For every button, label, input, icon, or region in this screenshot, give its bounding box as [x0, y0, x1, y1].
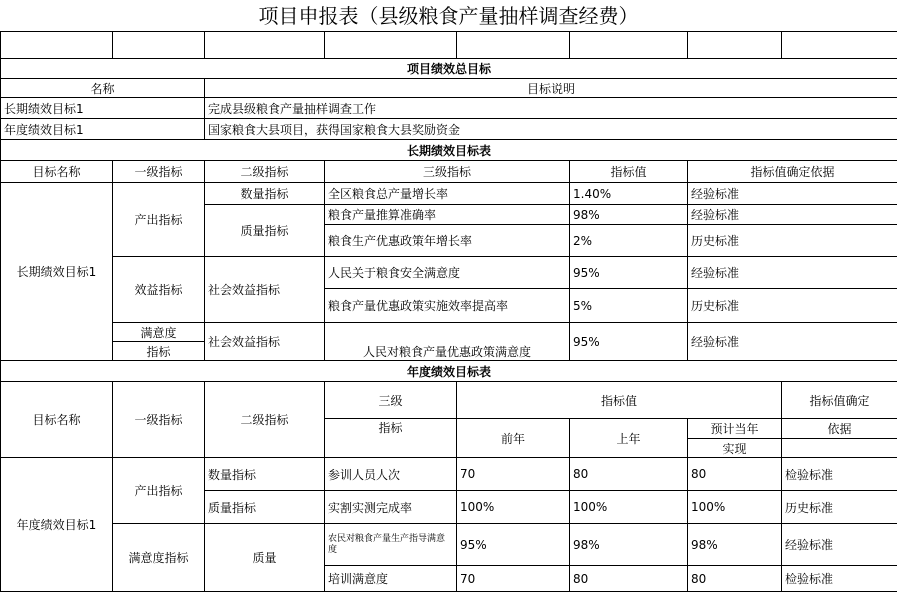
value-prev2[interactable]: 95%: [457, 524, 570, 566]
empty-cell[interactable]: [688, 32, 782, 59]
indicator-basis[interactable]: 经验标准: [782, 524, 897, 566]
indicator-basis[interactable]: 历史标准: [688, 289, 897, 323]
level2-indicator[interactable]: 质量指标: [205, 205, 325, 257]
page-title: 项目申报表（县级粮食产量抽样调查经费）: [0, 0, 897, 32]
col-header-name: 名称: [1, 79, 205, 98]
level1-indicator[interactable]: 指标: [113, 342, 205, 361]
section-header-annual: 年度绩效目标表: [1, 361, 897, 382]
goal-desc[interactable]: 国家粮食大县项目，获得国家粮食大县奖励资金: [205, 119, 897, 140]
empty-cell[interactable]: [782, 32, 897, 59]
table-row: [1, 323, 897, 342]
level1-indicator[interactable]: 效益指标: [113, 257, 205, 323]
empty-cell[interactable]: [570, 32, 688, 59]
level2-indicator[interactable]: 社会效益指标: [205, 257, 325, 323]
level3-indicator[interactable]: 粮食产量优惠政策实施效率提高率: [325, 289, 570, 323]
col-header: 一级指标: [113, 161, 205, 183]
indicator-basis[interactable]: 经验标准: [688, 205, 897, 225]
empty-cell[interactable]: [325, 32, 457, 59]
table-row: [1, 257, 897, 289]
empty-cell[interactable]: [457, 32, 570, 59]
col-header: 预计当年: [688, 419, 782, 439]
goal-name[interactable]: 长期绩效目标1: [1, 98, 205, 119]
indicator-basis[interactable]: 检验标准: [782, 566, 897, 592]
indicator-basis[interactable]: 检验标准: [782, 458, 897, 491]
indicator-value[interactable]: 2%: [570, 225, 688, 257]
value-prev2[interactable]: 70: [457, 458, 570, 491]
level1-indicator[interactable]: 满意度: [113, 323, 205, 342]
table-row: [1, 183, 897, 205]
col-header: 前年: [457, 419, 570, 458]
indicator-basis[interactable]: 历史标准: [688, 225, 897, 257]
col-header: 二级指标: [205, 161, 325, 183]
col-header: 二级指标: [205, 382, 325, 458]
level3-indicator[interactable]: 人民关于粮食安全满意度: [325, 257, 570, 289]
indicator-basis[interactable]: 经验标准: [688, 257, 897, 289]
table-row: [1, 119, 897, 140]
value-current[interactable]: 80: [688, 566, 782, 592]
table-row: [1, 524, 897, 566]
empty-cell[interactable]: [1, 32, 113, 59]
col-header: 依据: [782, 419, 897, 439]
col-header: 指标值确定依据: [688, 161, 897, 183]
level2-indicator[interactable]: 社会效益指标: [205, 323, 325, 361]
empty-cell[interactable]: [782, 439, 897, 458]
value-prev1[interactable]: 100%: [570, 491, 688, 524]
col-header: 指标值: [457, 382, 782, 419]
col-header: 指标: [325, 419, 457, 458]
value-prev2[interactable]: 70: [457, 566, 570, 592]
goal-name[interactable]: 年度绩效目标1: [1, 458, 113, 592]
indicator-value[interactable]: 5%: [570, 289, 688, 323]
col-header: 上年: [570, 419, 688, 458]
col-header-desc: 目标说明: [205, 79, 897, 98]
section-header-longterm: 长期绩效目标表: [1, 140, 897, 161]
level3-indicator[interactable]: 培训满意度: [325, 566, 457, 592]
level1-indicator[interactable]: 产出指标: [113, 458, 205, 524]
level3-indicator[interactable]: 粮食产量推算准确率: [325, 205, 570, 225]
overall-goal-table: [0, 31, 897, 161]
indicator-value[interactable]: 95%: [570, 257, 688, 289]
table-row: [1, 98, 897, 119]
col-header: 指标值确定: [782, 382, 897, 419]
empty-cell[interactable]: [113, 32, 205, 59]
section-header-overall: 项目绩效总目标: [1, 59, 897, 79]
col-header: 实现: [688, 439, 782, 458]
level1-indicator[interactable]: 满意度指标: [113, 524, 205, 592]
value-prev1[interactable]: 80: [570, 458, 688, 491]
level2-indicator[interactable]: 质量: [205, 524, 325, 592]
col-header: 三级指标: [325, 161, 570, 183]
value-current[interactable]: 98%: [688, 524, 782, 566]
goal-desc[interactable]: 完成县级粮食产量抽样调查工作: [205, 98, 897, 119]
goal-name[interactable]: 长期绩效目标1: [1, 183, 113, 361]
value-current[interactable]: 80: [688, 458, 782, 491]
level2-indicator[interactable]: 数量指标: [205, 183, 325, 205]
table-row: [1, 458, 897, 491]
level2-indicator[interactable]: 数量指标: [205, 458, 325, 491]
level3-indicator[interactable]: 参训人员人次: [325, 458, 457, 491]
level3-indicator[interactable]: 实割实测完成率: [325, 491, 457, 524]
level3-indicator[interactable]: 粮食生产优惠政策年增长率: [325, 225, 570, 257]
col-header: 指标值: [570, 161, 688, 183]
value-prev1[interactable]: 98%: [570, 524, 688, 566]
indicator-basis[interactable]: 历史标准: [782, 491, 897, 524]
level2-indicator[interactable]: 质量指标: [205, 491, 325, 524]
indicator-value[interactable]: 98%: [570, 205, 688, 225]
col-header: 目标名称: [1, 382, 113, 458]
col-header: 目标名称: [1, 161, 113, 183]
goal-name[interactable]: 年度绩效目标1: [1, 119, 205, 140]
indicator-value[interactable]: 1.40%: [570, 183, 688, 205]
longterm-table: [0, 160, 897, 382]
indicator-basis[interactable]: 经验标准: [688, 323, 897, 361]
indicator-basis[interactable]: 经验标准: [688, 183, 897, 205]
empty-cell[interactable]: [205, 32, 325, 59]
level3-indicator[interactable]: 农民对粮食产量生产指导满意度: [325, 524, 457, 566]
col-header: 一级指标: [113, 382, 205, 458]
value-prev1[interactable]: 80: [570, 566, 688, 592]
value-current[interactable]: 100%: [688, 491, 782, 524]
value-prev2[interactable]: 100%: [457, 491, 570, 524]
blank-row: [1, 32, 897, 59]
col-header: 三级: [325, 382, 457, 419]
level3-indicator[interactable]: 人民对粮食产量优惠政策满意度: [325, 323, 570, 361]
level1-indicator[interactable]: 产出指标: [113, 183, 205, 257]
annual-table: [0, 381, 897, 592]
indicator-value[interactable]: 95%: [570, 323, 688, 361]
level3-indicator[interactable]: 全区粮食总产量增长率: [325, 183, 570, 205]
